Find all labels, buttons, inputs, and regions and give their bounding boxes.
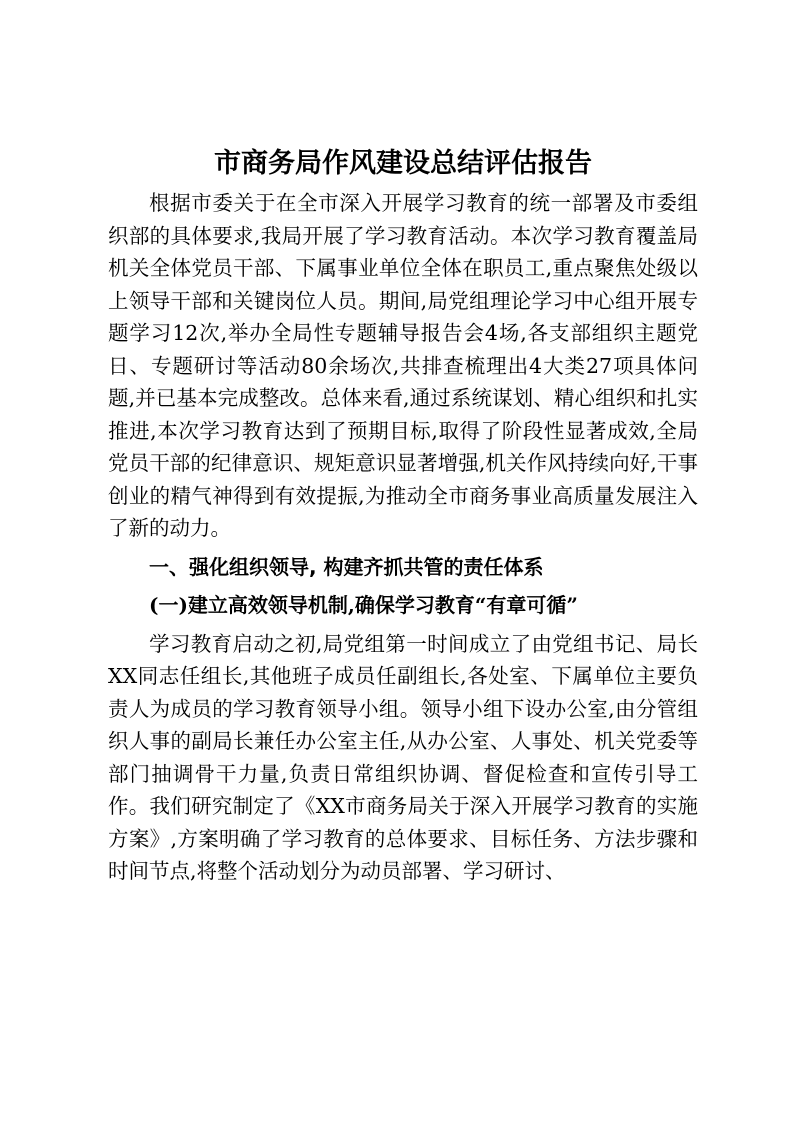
section-heading: 一、强化组织领导, 构建齐抓共管的责任体系 [149,554,544,579]
subsection-heading: (一)建立高效领导机制,确保学习教育“有章可循” [149,593,578,617]
document-title: 市商务局作风建设总结评估报告 [214,148,592,179]
intro-paragraph: 根据市委关于在全市深入开展学习教育的统一部署及市委组织部的具体要求,我局开展了学习教育活动。本次学习教育覆盖局机关全体党员干部、下属事业单位全体在职员工,重点聚焦处级以上领导干部和关键岗位人员。期间,局党组理论学习中心组开展专题学习12次,举办全局性专题辅导报告会4场,各支部组织主题党日、专题研讨等活动80余场次,共排查梳理出4大类27项具体问题,并已基本完成整改。总体来看,通过系统谋划、精心组织和扎实推进,本次学习教育达到了预期目标,取得了阶段性显著成效,全局党员干部的纪律意识、规矩意识显著增强,机关作风持续向好,干事创业的精气神得到有效提振,为推动全市商务事业高质量发展注入了新的动力。 [108,191,698,540]
document-page [108,145,698,888]
body-paragraph: 学习教育启动之初,局党组第一时间成立了由党组书记、局长XX同志任组长,其他班子成员任副组长,各处室、下属单位主要负责人为成员的学习教育领导小组。领导小组下设办公室,由分管组织人事的副局长兼任办公室主任,从办公室、人事处、机关党委等部门抽调骨干力量,负责日常组织协调、督促检查和宣传引导工作。我们研究制定了《XX市商务局关于深入开展学习教育的实施方案》,方案明确了学习教育的总体要求、目标任务、方法步骤和时间节点,将整个活动划分为动员部署、学习研讨、 [108,631,698,883]
